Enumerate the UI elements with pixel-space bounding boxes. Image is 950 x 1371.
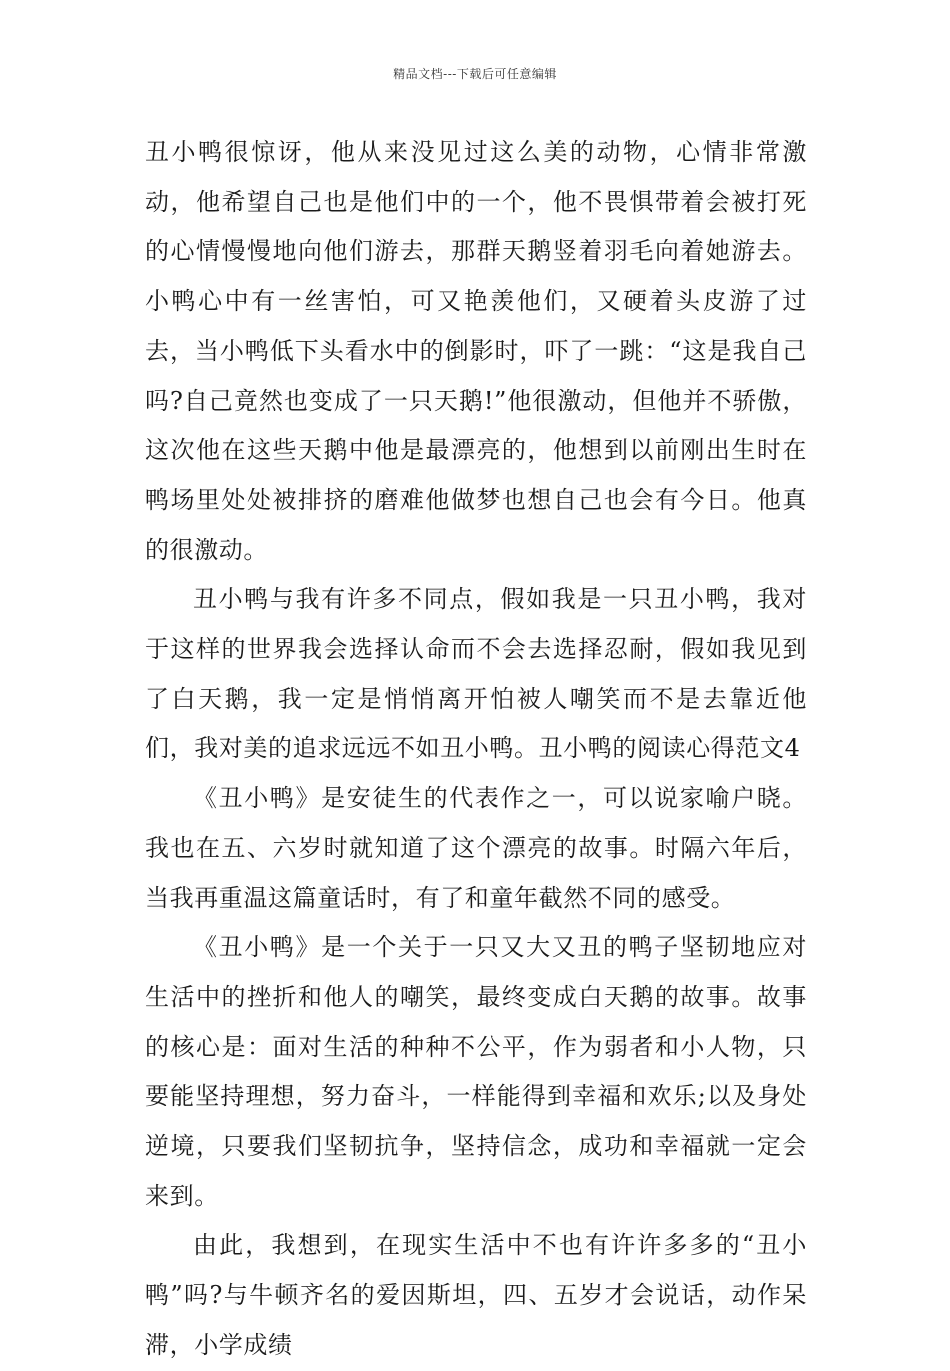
- document-body: [145, 128, 807, 1371]
- paragraph-1: 丑小鸭很惊讶，他从来没见过这么美的动物，心情非常激动，他希望自己也是他们中的一个，他不畏惧带着会被打死的心情慢慢地向他们游去，那群天鹅竖着羽毛向着她游去。小鸭心中有一丝害怕，可又艳羡他们，又硬着头皮游了过去，当小鸭低下头看水中的倒影时，吓了一跳：“这是我自己吗?自己竟然也变成了一只天鹅!”他很激动，但他并不骄傲，这次他在这些天鹅中他是最漂亮的，他想到以前刚出生时在鸭场里处处被排挤的磨难他做梦也想自己也会有今日。他真的很激动。: [145, 138, 807, 564]
- paragraph-4: 《丑小鸭》是一个关于一只又大又丑的鸭子坚韧地应对生活中的挫折和他人的嘲笑，最终变成白天鹅的故事。故事的核心是：面对生活的种种不公平，作为弱者和小人物，只要能坚持理想，努力奋斗，一样能得到幸福和欢乐;以及身处逆境，只要我们坚韧抗争，坚持信念，成功和幸福就一定会来到。: [145, 933, 807, 1210]
- page-header: 精品文档---下载后可任意编辑: [393, 67, 557, 81]
- paragraph-5: 由此，我想到，在现实生活中不也有许许多多的“丑小鸭”吗?与牛顿齐名的爱因斯坦，四、五岁才会说话，动作呆滞，小学成绩: [145, 1231, 807, 1359]
- paragraph-2: 丑小鸭与我有许多不同点，假如我是一只丑小鸭，我对于这样的世界我会选择认命而不会去选择忍耐，假如我见到了白天鹅，我一定是悄悄离开怕被人嘲笑而不是去靠近他们，我对美的追求远远不如丑小鸭。丑小鸭的阅读心得范文4: [145, 585, 807, 763]
- paragraph-3: 《丑小鸭》是安徒生的代表作之一，可以说家喻户晓。我也在五、六岁时就知道了这个漂亮的故事。时隔六年后，当我再重温这篇童话时，有了和童年截然不同的感受。: [145, 784, 807, 912]
